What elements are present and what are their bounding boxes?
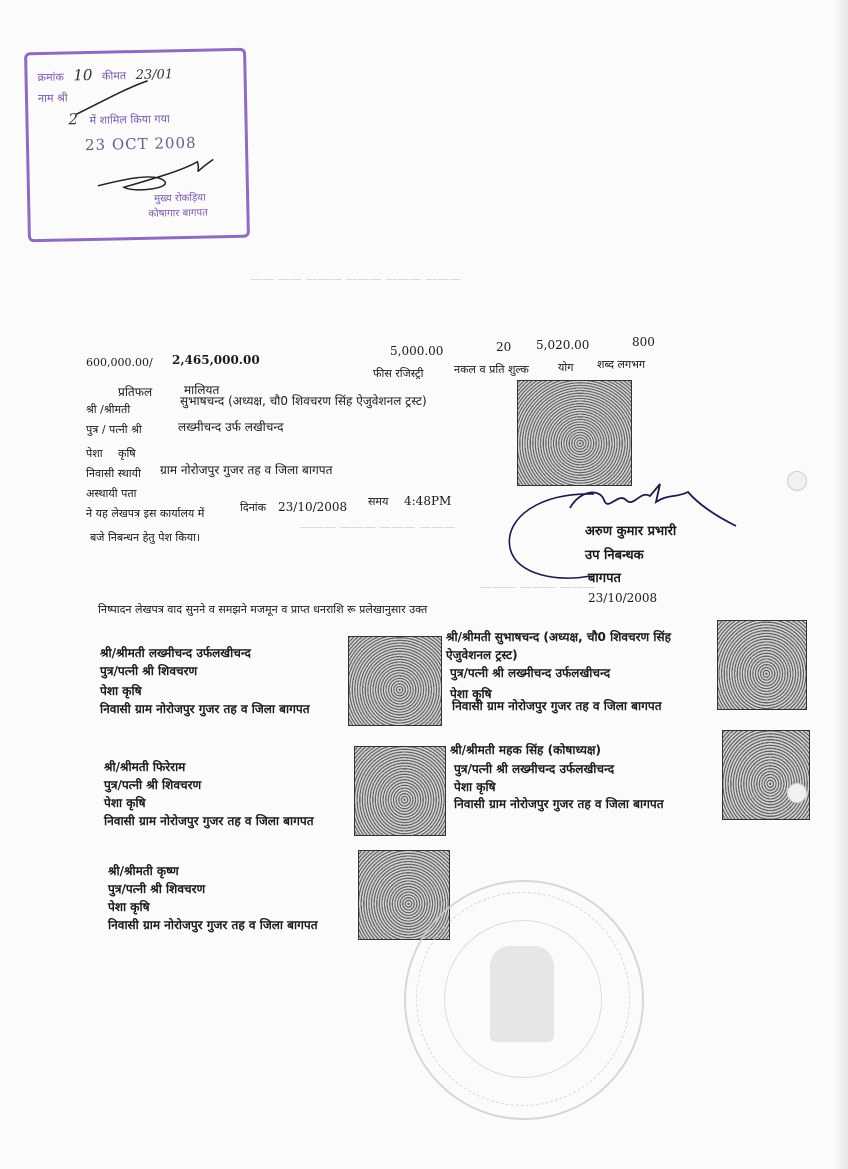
- presenter-name: सुभाषचन्द (अध्यक्ष, चौ0 शिवचरण सिंह ऐजुवेशनल ट्रस्ट): [180, 394, 427, 408]
- submission-time-label: समय: [368, 495, 389, 508]
- stamp-entry-number: 2: [68, 110, 79, 129]
- seal-emblem: [490, 946, 554, 1042]
- stamp-price-value: 23/01: [135, 67, 174, 84]
- submission-text: ने यह लेखपत्र इस कार्यालय में: [86, 507, 205, 520]
- word-count-label: शब्द लगभग: [597, 358, 646, 371]
- party-thumb-impression: [348, 636, 442, 726]
- stamp-serial-label: क्रमांक: [37, 70, 65, 85]
- submission-date: 23/10/2008: [278, 500, 348, 514]
- registrar-name: अरुण कुमार प्रभारी: [585, 524, 677, 539]
- market-value-label: मालियत: [184, 383, 220, 397]
- party-residence: निवासी ग्राम नोरोजपुर गुजर तह व जिला बागपत: [108, 918, 318, 932]
- party-residence: निवासी ग्राम नोरोजपुर गुजर तह व जिला बागपत: [104, 814, 314, 828]
- stamp-price-label: कीमत: [101, 69, 127, 83]
- party-occupation: पेशा कृषि: [104, 796, 146, 810]
- party-name: श्री/श्रीमती लख्मीचन्द उर्फलखीचन्द: [100, 646, 251, 660]
- presenter-thumb-impression: [517, 380, 632, 486]
- page-edge-shadow: [834, 0, 848, 1169]
- registrar-date: 23/10/2008: [588, 591, 658, 605]
- party-name: श्री/श्रीमती महक सिंह (कोषाध्यक्ष): [450, 743, 602, 757]
- party-occupation: पेशा कृषि: [454, 780, 496, 794]
- embossed-government-seal: [404, 880, 644, 1120]
- submission-closing-text: बजे निबन्धन हेतु पेश किया।: [90, 531, 201, 544]
- word-count-value: 800: [632, 335, 655, 349]
- punch-hole: [787, 471, 807, 491]
- party-occupation: पेशा कृषि: [100, 684, 142, 698]
- party-residence: निवासी ग्राम नोरोजपुर गुजर तह व जिला बागपत: [452, 699, 662, 713]
- stamp-serial-number: 10: [73, 65, 93, 85]
- party-residence: निवासी ग्राम नोरोजपुर गुजर तह व जिला बागपत: [454, 797, 664, 811]
- consideration-label: प्रतिफल: [118, 385, 153, 399]
- consideration-value: 600,000.00/: [86, 356, 153, 369]
- presenter-relation-prefix: पुत्र / पत्नी श्री: [86, 423, 142, 436]
- bleed-through-text: ——— ——— ——— ———: [300, 520, 456, 534]
- punch-hole: [787, 783, 807, 803]
- total-fee-label: योग: [558, 361, 574, 374]
- stamp-date: 23 OCT 2008: [84, 133, 197, 155]
- presenter-residence-prefix: निवासी स्थायी: [86, 467, 141, 480]
- market-value: 2,465,000.00: [172, 353, 260, 367]
- party-name: श्री/श्रीमती सुभाषचन्द (अध्यक्ष, चौ0 शिवचरण सिंह: [446, 630, 671, 644]
- party-relation: पुत्र/पत्नी श्री लख्मीचन्द उर्फलखीचन्द: [454, 762, 615, 776]
- party-relation: पुत्र/पत्नी श्री शिवचरण: [108, 882, 206, 896]
- registrar-title: उप निबन्धक: [585, 548, 644, 563]
- stamp-entry-text: में शामिल किया गया: [89, 112, 170, 127]
- stamp-name-label: नाम श्री: [37, 91, 68, 106]
- party-name: श्री/श्रीमती फिरेराम: [104, 760, 186, 774]
- presenter-name-prefix: श्री /श्रीमती: [86, 403, 131, 416]
- party-thumb-impression: [354, 746, 446, 836]
- party-relation: पुत्र/पत्नी श्री शिवचरण: [104, 778, 202, 792]
- submission-date-label: दिनांक: [240, 501, 267, 514]
- temporary-address-label: अस्थायी पता: [86, 487, 137, 500]
- party-name-continued: ऐजुवेशनल ट्रस्ट): [446, 648, 518, 662]
- party-name: श्री/श्रीमती कृष्ण: [108, 864, 179, 878]
- registry-fee-label: फीस रजिस्ट्री: [373, 367, 424, 380]
- party-occupation: पेशा कृषि: [108, 900, 150, 914]
- registrar-office: बागपत: [588, 571, 621, 586]
- registry-fee-value: 5,000.00: [390, 344, 444, 358]
- total-fee-value: 5,020.00: [536, 338, 590, 352]
- stamp-footer-title: मुख्य रोकड़िया: [154, 192, 206, 205]
- party-thumb-impression: [722, 730, 810, 820]
- party-residence: निवासी ग्राम नोरोजपुर गुजर तह व जिला बागपत: [100, 702, 310, 716]
- party-relation: पुत्र/पत्नी श्री लख्मीचन्द उर्फलखीचन्द: [450, 666, 611, 680]
- presenter-occupation-prefix: पेशा: [86, 447, 103, 460]
- stamp-footer-office: कोषागार बागपत: [148, 207, 209, 220]
- bleed-through-text: ——— ——— ———: [480, 580, 596, 594]
- presenter-relation: लख्मीचन्द उर्फ लखीचन्द: [178, 420, 284, 434]
- presenter-residence: ग्राम नोरोजपुर गुजर तह व जिला बागपत: [160, 463, 333, 477]
- party-occupation: पेशा कृषि: [450, 687, 492, 701]
- party-relation: पुत्र/पत्नी श्री शिवचरण: [100, 664, 198, 678]
- bleed-through-text: —— —— ——— ——— ——— ———: [250, 272, 462, 286]
- presenter-occupation: कृषि: [118, 447, 136, 460]
- submission-time: 4:48PM: [404, 494, 452, 508]
- party-thumb-impression: [717, 620, 807, 710]
- execution-statement: निष्पादन लेखपत्र वाद सुनने व समझने मजमून व प्राप्त धनराशि रू प्रलेखानुसार उक्त: [98, 603, 428, 616]
- treasury-stamp: [24, 48, 250, 243]
- copy-fee-label: नकल व प्रति शुल्क: [454, 363, 529, 376]
- copy-fee-value: 20: [496, 340, 512, 354]
